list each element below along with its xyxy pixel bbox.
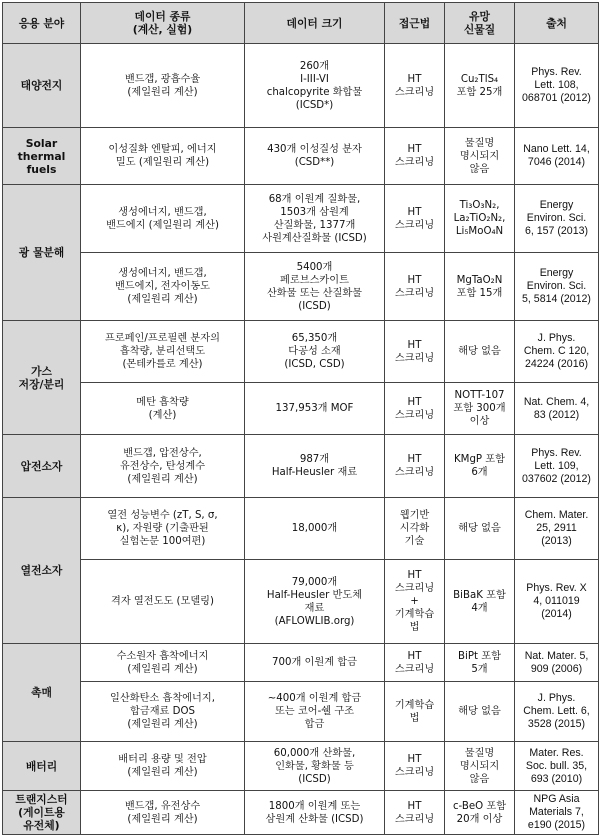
table-row [3,742,599,791]
material-cell: 해당 없음 [445,498,515,560]
data-size-cell: 987개 Half-Heusler 재료 [245,435,385,498]
data-type-cell: 밴드갭, 유전상수 (제일원리 계산) [81,791,245,835]
field-cell: 열전소자 [3,498,81,644]
approach-cell: HT 스크리닝 [385,253,445,321]
approach-cell: HT 스크리닝 [385,435,445,498]
table-row [3,560,599,644]
data-type-cell: 메탄 흡착량 (계산) [81,383,245,435]
data-size-cell: 68개 이원계 질화물, 1503개 삼원계 산질화물, 1377개 사원계산질화물 (ICSD) [245,185,385,253]
table-row [3,682,599,742]
field-cell: 배터리 [3,742,81,791]
data-size-cell: 60,000개 산화물, 인화물, 황화물 등 (ICSD) [245,742,385,791]
field-cell: 트랜지스터 (게이트용 유전체) [3,791,81,835]
header-material: 유망 신물질 [445,3,515,44]
source-cell: Energy Environ. Sci. 6, 157 (2013) [515,185,599,253]
field-cell: 가스 저장/분리 [3,321,81,435]
source-cell: Phys. Rev. Lett. 109, 037602 (2012) [515,435,599,498]
table-row [3,644,599,682]
data-size-cell: 260개 I-III-VI chalcopyrite 화합물 (ICSD*) [245,44,385,128]
approach-cell: HT 스크리닝 [385,128,445,185]
data-size-cell: 18,000개 [245,498,385,560]
data-size-cell: 65,350개 다공성 소재 (ICSD, CSD) [245,321,385,383]
material-cell: Ti₃O₃N₂, La₂TiO₂N₂, Li₅MoO₄N [445,185,515,253]
material-cell: Cu₂TlS₄ 포함 25개 [445,44,515,128]
data-size-cell: 79,000개 Half-Heusler 반도체 재료 (AFLOWLIB.org) [245,560,385,644]
material-cell: c-BeO 포함 20개 이상 [445,791,515,835]
data-size-cell: 430개 이성질성 분자 (CSD**) [245,128,385,185]
table-row [3,791,599,835]
data-type-cell: 배터리 용량 및 전압 (제일원리 계산) [81,742,245,791]
data-type-cell: 생성에너지, 밴드갭, 밴드에지, 전자이동도 (제일원리 계산) [81,253,245,321]
source-cell: Mater. Res. Soc. bull. 35, 693 (2010) [515,742,599,791]
table-row [3,253,599,321]
approach-cell: HT 스크리닝 [385,644,445,682]
approach-cell: HT 스크리닝 [385,742,445,791]
source-cell: NPG Asia Materials 7, e190 (2015) [515,791,599,835]
data-type-cell: 열전 성능변수 (zT, S, σ, κ), 자원량 (기출판된 실험논문 100여편) [81,498,245,560]
approach-cell: HT 스크리닝 [385,185,445,253]
table-row [3,498,599,560]
approach-cell: 기계학습 법 [385,682,445,742]
data-size-cell: 137,953개 MOF [245,383,385,435]
data-size-cell: 5400개 페로브스카이트 산화물 또는 산질화물 (ICSD) [245,253,385,321]
header-data-type: 데이터 종류 (계산, 실험) [81,3,245,44]
approach-cell: HT 스크리닝 [385,791,445,835]
source-cell: Phys. Rev. X 4, 011019 (2014) [515,560,599,644]
material-cell: KMgP 포함 6개 [445,435,515,498]
source-cell: Chem. Mater. 25, 2911 (2013) [515,498,599,560]
approach-cell: HT 스크리닝 [385,44,445,128]
table-row [3,435,599,498]
material-cell: 해당 없음 [445,321,515,383]
source-cell: Phys. Rev. Lett. 108, 068701 (2012) [515,44,599,128]
table-row [3,383,599,435]
approach-cell: HT 스크리닝 + 기계학습 법 [385,560,445,644]
data-type-cell: 밴드갭, 광흡수율 (제일원리 계산) [81,44,245,128]
material-cell: 물질명 명시되지 않음 [445,742,515,791]
field-cell: 압전소자 [3,435,81,498]
data-size-cell: 700개 이원계 합금 [245,644,385,682]
material-cell: BiBaK 포함 4개 [445,560,515,644]
data-type-cell: 일산화탄소 흡착에너지, 합금재료 DOS (제일원리 계산) [81,682,245,742]
data-type-cell: 이성질화 엔탈피, 에너지 밀도 (제일원리 계산) [81,128,245,185]
data-type-cell: 밴드갭, 압전상수, 유전상수, 탄성계수 (제일원리 계산) [81,435,245,498]
material-cell: 해당 없음 [445,682,515,742]
material-cell: 물질명 명시되지 않음 [445,128,515,185]
data-type-cell: 프로페인/프로필렌 분자의 흡착량, 분리선택도 (몬테카를로 계산) [81,321,245,383]
table-row [3,44,599,128]
field-cell: 태양전지 [3,44,81,128]
source-cell: Energy Environ. Sci. 5, 5814 (2012) [515,253,599,321]
table-row [3,185,599,253]
header-data-size: 데이터 크기 [245,3,385,44]
approach-cell: HT 스크리닝 [385,321,445,383]
table-row [3,321,599,383]
field-cell: 광 물분해 [3,185,81,321]
source-cell: Nano Lett. 14, 7046 (2014) [515,128,599,185]
header-source: 출처 [515,3,599,44]
material-cell: NOTT-107 포함 300개 이상 [445,383,515,435]
header-row [3,3,599,44]
approach-cell: 웹기반 시각화 기술 [385,498,445,560]
source-cell: J. Phys. Chem. Lett. 6, 3528 (2015) [515,682,599,742]
field-cell: Solar thermal fuels [3,128,81,185]
materials-table [2,2,599,835]
table-row [3,128,599,185]
header-field: 응용 분야 [3,3,81,44]
data-size-cell: ~400개 이원계 합금 또는 코어-쉘 구조 합금 [245,682,385,742]
field-cell: 촉매 [3,644,81,742]
data-type-cell: 생성에너지, 밴드갭, 밴드에지 (제일원리 계산) [81,185,245,253]
source-cell: J. Phys. Chem. C 120, 24224 (2016) [515,321,599,383]
data-type-cell: 수소원자 흡착에너지 (제일원리 계산) [81,644,245,682]
data-size-cell: 1800개 이원계 또는 삼원계 산화물 (ICSD) [245,791,385,835]
material-cell: MgTaO₂N 포함 15개 [445,253,515,321]
source-cell: Nat. Chem. 4, 83 (2012) [515,383,599,435]
data-type-cell: 격자 열전도도 (모델링) [81,560,245,644]
approach-cell: HT 스크리닝 [385,383,445,435]
material-cell: BiPt 포함 5개 [445,644,515,682]
source-cell: Nat. Mater. 5, 909 (2006) [515,644,599,682]
header-approach: 접근법 [385,3,445,44]
